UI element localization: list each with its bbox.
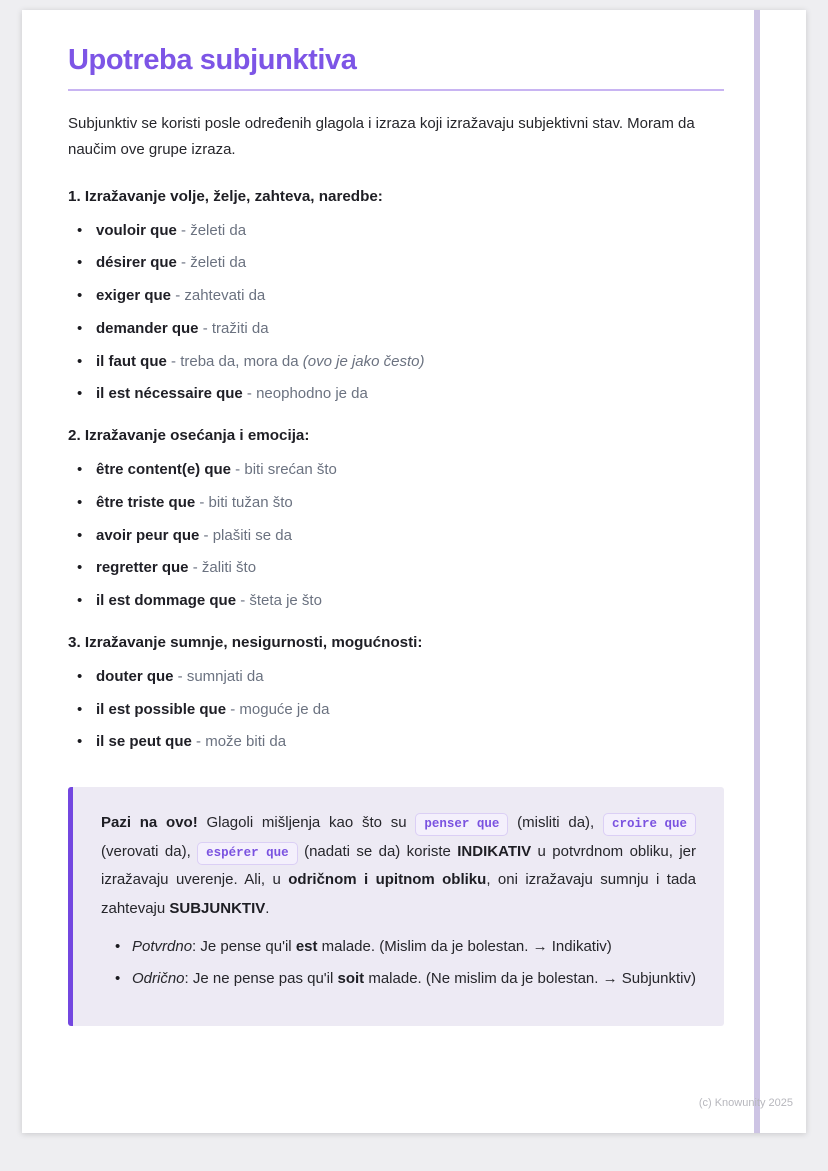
list-item <box>68 557 724 579</box>
bullet-icon: • <box>77 221 83 239</box>
example-label: Odrično <box>132 970 185 988</box>
inline-code-chip: penser que <box>415 813 508 836</box>
bullet-icon: • <box>77 667 83 685</box>
term: il est nécessaire que <box>96 385 243 403</box>
definition: može biti da <box>205 733 287 751</box>
term-list-3 <box>68 666 724 753</box>
term: douter que <box>96 667 174 685</box>
list-item <box>68 492 724 514</box>
list-item <box>68 383 724 405</box>
section-heading-2: 2. Izražavanje osećanja i emocija: <box>68 427 310 444</box>
example-fragment: : Je pense qu'il <box>192 938 296 955</box>
copyright-footer: (c) Knowunity 2025 <box>698 1097 793 1109</box>
definition: moguće je da <box>239 700 330 718</box>
term-definition <box>96 699 329 721</box>
example-label: Potvrdno <box>132 938 193 955</box>
callout-paragraph <box>101 809 696 923</box>
term-definition <box>96 252 246 274</box>
list-item <box>68 666 724 688</box>
document-page <box>22 10 806 1133</box>
example-fragment: malade. (Ne mislim da je bolestan. → Subjunktiv) <box>364 970 696 988</box>
list-item <box>68 318 724 340</box>
term: avoir peur que <box>96 526 200 544</box>
list-item <box>68 525 724 547</box>
bullet-icon: • <box>77 352 83 370</box>
separator: - <box>166 352 181 370</box>
callout-text: . <box>265 899 270 917</box>
separator: - <box>188 559 202 577</box>
separator: - <box>231 461 245 478</box>
definition: plašiti se da <box>212 526 292 544</box>
callout-example-list <box>101 935 696 991</box>
term-definition <box>96 285 265 307</box>
definition: žaliti što <box>201 559 257 577</box>
callout-text: (verovati da), <box>101 842 198 860</box>
separator: - <box>191 733 206 751</box>
bullet-icon: • <box>77 493 83 511</box>
example-verb: est <box>295 938 318 955</box>
term-definition <box>96 666 264 688</box>
bullet-icon: • <box>77 526 83 544</box>
definition: sumnjati da <box>186 667 264 685</box>
term-definition <box>96 351 425 373</box>
callout-text: (misliti da), <box>508 814 603 831</box>
bullet-icon: • <box>77 254 83 272</box>
callout-example-item <box>115 935 696 958</box>
separator: - <box>198 319 212 337</box>
separator: - <box>199 526 213 544</box>
term: demander que <box>96 319 199 337</box>
callout-text: , oni izražavaju sumnju i tada zahtevaju <box>101 871 696 917</box>
separator: - <box>242 385 257 403</box>
example-text <box>132 935 612 958</box>
bullet-icon: • <box>77 385 83 403</box>
inline-code-chip: espérer que <box>197 842 298 865</box>
term: être triste que <box>96 493 196 511</box>
term: vouloir que <box>96 221 177 239</box>
term: exiger que <box>96 287 172 304</box>
term-definition <box>96 220 246 242</box>
separator: - <box>176 254 191 272</box>
term-definition <box>96 731 286 753</box>
term: il faut que <box>96 352 167 370</box>
separator: - <box>236 592 250 609</box>
term: être content(e) que <box>96 461 232 478</box>
list-item <box>68 252 724 274</box>
separator: - <box>195 493 209 511</box>
callout-text: (nadati se da) koriste <box>297 842 458 860</box>
callout-bold: INDIKATIV <box>457 842 532 860</box>
bullet-icon: • <box>77 559 83 577</box>
separator: - <box>171 287 185 304</box>
separator: - <box>226 700 240 718</box>
term-definition <box>96 459 337 481</box>
term-list-1 <box>68 220 724 406</box>
title-divider <box>68 89 724 91</box>
term: regretter que <box>96 559 189 577</box>
definition: biti tužan što <box>208 493 293 511</box>
inline-code-chip: croire que <box>603 813 696 836</box>
callout-box <box>68 787 724 1026</box>
callout-text: Glagoli mišljenja kao što su <box>197 814 416 831</box>
separator: - <box>173 667 187 685</box>
definition: treba da, mora da <box>180 352 299 370</box>
bullet-icon: • <box>115 938 121 955</box>
definition: tražiti da <box>211 319 269 337</box>
section-heading-1: 1. Izražavanje volje, želje, zahteva, naredbe: <box>68 187 383 205</box>
definition: zahtevati da <box>184 287 266 304</box>
definition: šteta je što <box>249 592 322 609</box>
term-list-2 <box>68 459 724 612</box>
callout-bold: odričnom i upitnom obliku <box>288 871 487 888</box>
example-text <box>132 967 696 990</box>
separator: - <box>176 221 191 239</box>
definition: želeti da <box>190 254 247 272</box>
list-item <box>68 699 724 721</box>
callout-example-item <box>115 967 696 990</box>
bullet-icon: • <box>77 461 83 478</box>
bullet-icon: • <box>77 733 83 751</box>
intro-paragraph: Subjunktiv se koristi posle određenih glagola i izraza koji izražavaju subjektivni stav. Moram da naučim ove grupe izraza. <box>68 115 695 159</box>
definition: biti srećan što <box>244 461 337 478</box>
bullet-icon: • <box>77 319 83 337</box>
term-definition <box>96 557 256 579</box>
list-item <box>68 351 724 373</box>
list-item <box>68 220 724 242</box>
term: il est dommage que <box>96 592 237 609</box>
list-item <box>68 731 724 753</box>
example-fragment: malade. (Mislim da je bolestan. → Indikativ) <box>317 938 612 955</box>
callout-title: Pazi na ovo! <box>101 814 198 831</box>
page-title: Upotreba subjunktiva <box>68 44 357 76</box>
example-verb: soit <box>337 970 365 988</box>
callout-bold: SUBJUNKTIV <box>169 899 266 917</box>
list-item <box>68 285 724 307</box>
list-item <box>68 590 724 612</box>
term: il est possible que <box>96 700 227 718</box>
example-fragment: : Je ne pense pas qu'il <box>184 970 338 988</box>
term-definition <box>96 525 292 547</box>
list-item <box>68 459 724 481</box>
term-definition <box>96 590 322 612</box>
definition-note: (ovo je jako često) <box>302 352 425 370</box>
term-definition <box>96 492 293 514</box>
term: il se peut que <box>96 733 192 751</box>
term: désirer que <box>96 254 177 272</box>
bullet-icon: • <box>115 970 121 988</box>
term-definition <box>96 318 269 340</box>
definition: neophodno je da <box>256 385 368 403</box>
page-edge-bar <box>754 10 760 1133</box>
bullet-icon: • <box>77 700 83 718</box>
section-heading-3: 3. Izražavanje sumnje, nesigurnosti, mogućnosti: <box>68 633 423 651</box>
bullet-icon: • <box>77 592 83 609</box>
callout-text: u potvrdnom obliku, jer izražavaju uverenje. Ali, u <box>101 842 696 888</box>
term-definition <box>96 383 368 405</box>
definition: želeti da <box>190 221 247 239</box>
bullet-icon: • <box>77 287 83 304</box>
